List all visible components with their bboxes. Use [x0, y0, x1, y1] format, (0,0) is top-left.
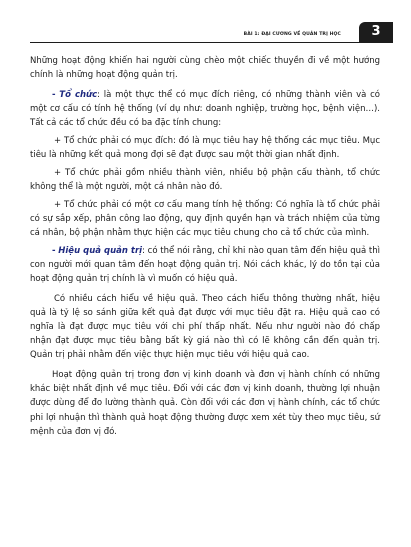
page-number: 3: [359, 22, 393, 42]
paragraph-intro: Những hoạt động khiến hai người cùng chèo một chiếc thuyền đi về một hướng chính là những hoạt động quản trị.: [30, 56, 380, 81]
definition-to-chuc: : là một thực thể có mục đích riêng, có những thành viên và có một cơ cấu có tính hệ thống (ví dụ như: doanh nghiệp, trường học, bệnh viện…). Tất cả các tổ chức đều có ba đặc tính chung:: [30, 90, 380, 129]
paragraph-cach-hieu: Có nhiều cách hiểu về hiệu quả. Theo cách hiểu thông thường nhất, hiệu quả là tỷ lệ so sánh giữa kết quả đạt được với mục tiêu đặt ra. Hiệu quả cao có nghĩa là đạt được mục tiêu với chi phí thấp nhất. Nếu như người nào đó chấp nhận đạt được mục tiêu bằng bất kỳ giá nào thì có lẽ không cần đến quản trị. Quản trị phải nhằm đến việc thực hiện mục tiêu với hiệu quả cao.: [30, 293, 380, 361]
paragraph-to-chuc: [30, 88, 380, 130]
list-item-thanh-vien: + Tổ chức phải gồm nhiều thành viên, nhiều bộ phận cấu thành, tổ chức không thể là một người, một cá nhân nào đó.: [30, 167, 380, 192]
page-body: [30, 54, 380, 442]
bullet-dash: -: [52, 90, 56, 101]
chapter-title: BÀI 1: ĐẠI CƯƠNG VỀ QUẢN TRỊ HỌC: [243, 32, 341, 37]
term-to-chuc: Tổ chức: [59, 90, 98, 101]
term-hieu-qua: Hiệu quả quản trị: [58, 245, 143, 256]
list-item-co-cau: + Tổ chức phải có một cơ cấu mang tính hệ thống: Có nghĩa là tổ chức phải có sự sắp xếp, phân công lao động, quy định quyền hạn và trách nhiệm của từng cá nhân, bộ phận nhằm thực hiện các mục tiêu chung cho cả tổ chức của mình.: [30, 199, 380, 238]
header-divider: [30, 42, 393, 43]
paragraph-don-vi: Hoạt động quản trị trong đơn vị kinh doanh và đơn vị hành chính có những khác biệt nhất định về mục tiêu. Đối với các đơn vị kinh doanh, thường lợi nhuận được dùng để đo lường thành quả. Còn đối với các đơn vị hành chính, các tổ chức phi lợi nhuận thì thành quả hoạt động thường được xem xét tùy theo mục tiêu, sứ mệnh của đơn vị đó.: [30, 370, 380, 437]
list-item-muc-dich: + Tổ chức phải có mục đích: đó là mục tiêu hay hệ thống các mục tiêu. Mục tiêu là những kết quả mong đợi sẽ đạt được sau một thời gian nhất định.: [30, 136, 380, 161]
bullet-dash: -: [52, 245, 56, 256]
definition-hieu-qua: : có thể nói rằng, chỉ khi nào quan tâm đến hiệu quả thì con người mới quan tâm đến hoạt động quản trị. Nói cách khác, lý do tồn tại của hoạt động quản trị chính là vì muốn có hiệu quả.: [30, 245, 381, 284]
page-header: [30, 22, 393, 46]
paragraph-hieu-qua: [30, 244, 380, 286]
